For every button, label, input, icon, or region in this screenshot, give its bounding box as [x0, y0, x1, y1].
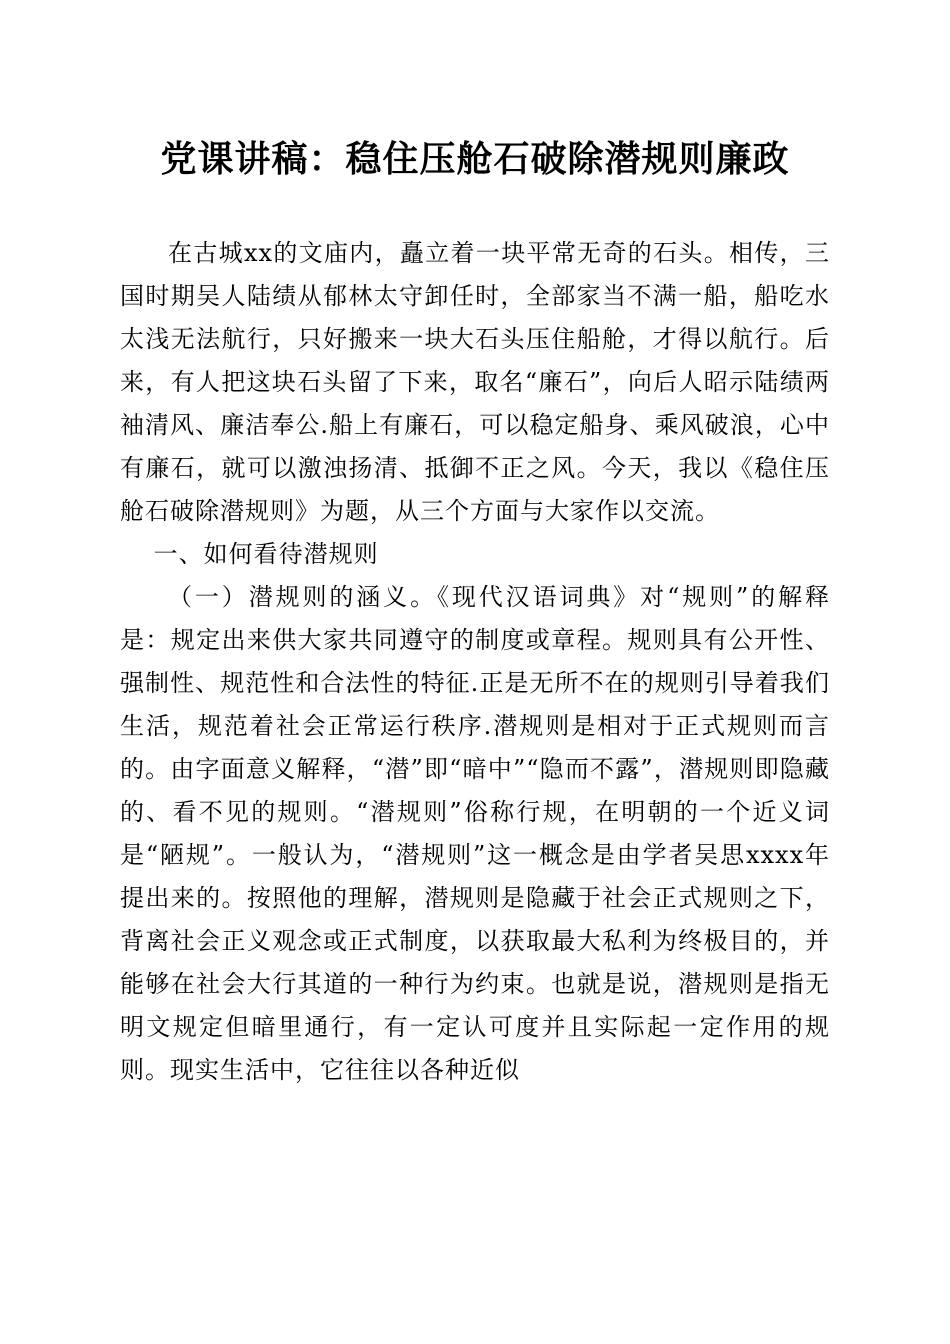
intro-paragraph: 在古城xx的文庙内，矗立着一块平常无奇的石头。相传，三国时期吴人陆绩从郁林太守卸任时，全部家当不满一船，船吃水太浅无法航行，只好搬来一块大石头压住船舱，才得以航行。后来，有人把这块石头留了下来，取名“廉石”，向后人昭示陆绩两袖清风、廉洁奉公.船上有廉石，可以稳定船身、乘风破浪，心中有廉石，就可以激浊扬清、抵御不正之风。今天，我以《稳住压舱石破除潜规则》为题，从三个方面与大家作以交流。	[120, 239, 830, 525]
section-heading: 一、如何看待潜规则	[153, 540, 379, 568]
document-body	[120, 232, 830, 1092]
section-paragraph: （一）潜规则的涵义。《现代汉语词典》对“规则”的解释是：规定出来供大家共同遵守的制度或章程。规则具有公开性、强制性、规范性和合法性的特征.正是无所不在的规则引导着我们生活，规范着社会正常运行秩序.潜规则是相对于正式规则而言的。由字面意义解释，“潜”即“暗中”“隐而不露”，潜规则即隐藏的、看不见的规则。“潜规则”俗称行规，在明朝的一个近义词是“陋规”。一般认为，“潜规则”这一概念是由学者吴思xxxx年提出来的。按照他的理解，潜规则是隐藏于社会正式规则之下，背离社会正义观念或正式制度，以获取最大私利为终极目的，并能够在社会大行其道的一种行为约束。也就是说，潜规则是指无明文规定但暗里通行，有一定认可度并且实际起一定作用的规则。现实生活中，它往往以各种近似	[120, 583, 830, 1084]
document-title: 党课讲稿：稳住压舱石破除潜规则廉政	[160, 139, 790, 180]
